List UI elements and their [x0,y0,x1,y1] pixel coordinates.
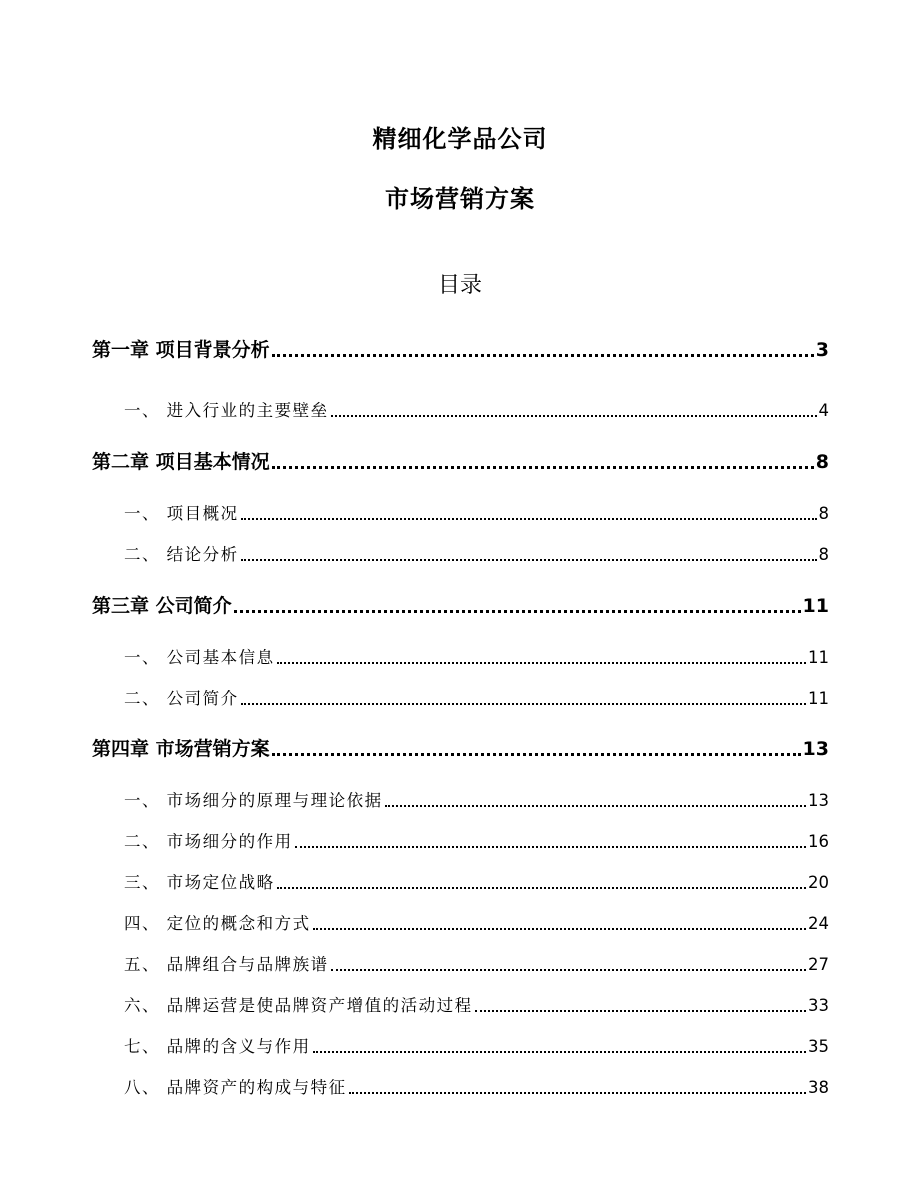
toc-section-entry[interactable] [124,867,829,895]
toc-section-number: 二、 [124,545,160,564]
toc-dot-leader [349,1092,806,1094]
toc-section-entry[interactable] [124,395,829,423]
toc-dot-leader [475,1010,806,1012]
toc-chapter-entry[interactable] [92,334,829,362]
toc-section-entry[interactable] [124,683,829,711]
toc-page-number: 27 [808,955,829,974]
toc-section-number: 八、 [124,1078,160,1097]
toc-entry-label: 定位的概念和方式 [166,914,311,933]
document-title: 精细化学品公司 [372,125,548,153]
toc-entry-label: 公司基本信息 [166,648,275,667]
toc-dot-leader [277,662,806,664]
toc-page-number: 13 [808,791,829,810]
toc-chapter-entry[interactable] [92,446,829,474]
toc-dot-leader [272,753,801,756]
toc-entry-label: 市场细分的原理与理论依据 [166,791,383,810]
toc-entry-label: 第二章 项目基本情况 [92,451,270,473]
toc-page-number: 11 [808,689,829,708]
toc-section-entry[interactable] [124,539,829,567]
toc-section-entry[interactable] [124,949,829,977]
toc-section-entry[interactable] [124,990,829,1018]
toc-page-number: 4 [818,401,829,420]
toc-page-number: 11 [808,648,829,667]
toc-page-number: 16 [808,832,829,851]
toc-section-number: 六、 [124,996,160,1015]
toc-section-entry[interactable] [124,908,829,936]
toc-entry-label: 品牌运营是使品牌资产增值的活动过程 [166,996,473,1015]
toc-dot-leader [241,703,806,705]
toc-page-number: 33 [808,996,829,1015]
toc-dot-leader [234,610,801,613]
toc-dot-leader [295,846,806,848]
toc-entry-label: 市场定位战略 [166,873,275,892]
toc-section-number: 一、 [124,504,160,523]
toc-page-number: 3 [815,339,829,361]
toc-section-entry[interactable] [124,1072,829,1100]
toc-page-number: 24 [808,914,829,933]
toc-entry-label: 进入行业的主要壁垒 [166,401,329,420]
toc-section-entry[interactable] [124,826,829,854]
toc-page-number: 8 [818,504,829,523]
toc-dot-leader [385,805,806,807]
toc-chapter-entry[interactable] [92,733,829,761]
toc-section-number: 一、 [124,648,160,667]
toc-page-number: 20 [808,873,829,892]
toc-dot-leader [331,415,817,417]
toc-page-number: 8 [815,451,829,473]
toc-dot-leader [313,928,806,930]
toc-dot-leader [241,559,817,561]
toc-entry-label: 结论分析 [166,545,239,564]
toc-entry-label: 第一章 项目背景分析 [92,339,270,361]
toc-entry-label: 市场细分的作用 [166,832,293,851]
toc-section-number: 一、 [124,401,160,420]
toc-dot-leader [313,1051,806,1053]
toc-page-number: 13 [802,738,829,760]
toc-dot-leader [272,354,814,357]
document-subtitle: 市场营销方案 [385,185,535,213]
toc-page-number: 11 [802,595,829,617]
toc-entry-label: 品牌组合与品牌族谱 [166,955,329,974]
toc-page-number: 8 [818,545,829,564]
toc-section-number: 七、 [124,1037,160,1056]
toc-section-number: 一、 [124,791,160,810]
toc-entry-label: 公司简介 [166,689,239,708]
toc-section-entry[interactable] [124,785,829,813]
toc-section-number: 二、 [124,832,160,851]
toc-entry-label: 品牌资产的构成与特征 [166,1078,347,1097]
toc-entry-label: 项目概况 [166,504,239,523]
toc-section-entry[interactable] [124,1031,829,1059]
toc-section-number: 五、 [124,955,160,974]
toc-dot-leader [277,887,806,889]
toc-section-number: 二、 [124,689,160,708]
toc-section-entry[interactable] [124,498,829,526]
toc-entry-label: 第四章 市场营销方案 [92,738,270,760]
toc-page-number: 35 [808,1037,829,1056]
toc-dot-leader [272,466,814,469]
toc-chapter-entry[interactable] [92,590,829,618]
toc-page-number: 38 [808,1078,829,1097]
toc-entry-label: 第三章 公司简介 [92,595,232,617]
toc-section-number: 四、 [124,914,160,933]
toc-section-number: 三、 [124,873,160,892]
toc-entry-label: 品牌的含义与作用 [166,1037,311,1056]
toc-heading: 目录 [437,273,482,298]
toc-dot-leader [331,969,806,971]
toc-dot-leader [241,518,817,520]
toc-section-entry[interactable] [124,642,829,670]
